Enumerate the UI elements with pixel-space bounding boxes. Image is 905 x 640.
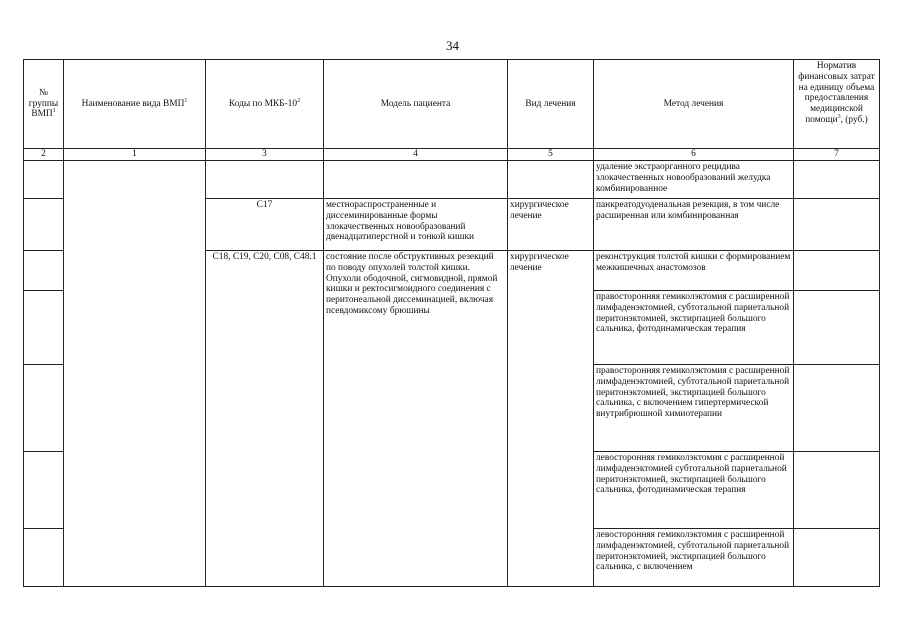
- column-number: 1: [64, 149, 206, 161]
- column-number: 2: [24, 149, 64, 161]
- norm-cell: [794, 291, 880, 365]
- group-cell: [24, 365, 64, 452]
- header-financial-norm: Норматив финансовых затрат на единицу объема предоставления медицинской помощи$^3$, (руб.): [794, 60, 880, 149]
- norm-cell: [794, 529, 880, 587]
- header-group-number: № группы ВМП$^1$: [24, 60, 64, 149]
- group-cell: [24, 199, 64, 251]
- vmp-table: [23, 59, 880, 587]
- patient-model-cell: состояние после обструктивных резекций по поводу опухолей толстой кишки. Опухоли ободочной, сигмовидной, прямой кишки и ректосигмоидного соединения с перитонеальной диссеминацией, включая псевдомиксому брюшины: [324, 251, 508, 587]
- patient-model-cell: [324, 161, 508, 199]
- treatment-method-cell: левосторонняя гемиколэктомия с расширенной лимфаденэктомией субтотальной париетальной перитонэктомией, экстирпацией большого сальника, фотодинамическая терапия: [594, 452, 794, 529]
- column-number: 4: [324, 149, 508, 161]
- header-patient-model: Модель пациента: [324, 60, 508, 149]
- vmp-name-cell: [64, 161, 206, 587]
- column-number: 6: [594, 149, 794, 161]
- patient-model-cell: местнораспространенные и диссеминированные формы злокачественных новообразований двенадцатиперстной и тонкой кишки: [324, 199, 508, 251]
- treatment-method-cell: левосторонняя гемиколэктомия с расширенной лимфаденэктомией, субтотальной париетальной перитонэктомией, экстирпацией большого сальника, с включением: [594, 529, 794, 587]
- norm-cell: [794, 251, 880, 291]
- treatment-method-cell: реконструкция толстой кишки с формированием межкишечных анастомозов: [594, 251, 794, 291]
- header-row: [24, 60, 880, 149]
- treatment-type-cell: хирургическое лечение: [508, 251, 594, 587]
- table-row: [24, 161, 880, 199]
- norm-cell: [794, 452, 880, 529]
- group-cell: [24, 452, 64, 529]
- header-vmp-name: Наименование вида ВМП$^1$: [64, 60, 206, 149]
- mkb-code-cell: C18, C19, C20, C08, C48.1: [206, 251, 324, 587]
- page-number: 34: [446, 38, 459, 53]
- treatment-type-cell: хирургическое лечение: [508, 199, 594, 251]
- column-number: 7: [794, 149, 880, 161]
- treatment-method-cell: удаление экстраорганного рецидива злокачественных новообразований желудка комбинированное: [594, 161, 794, 199]
- treatment-method-cell: панкреатодуоденальная резекция, в том числе расширенная или комбинированная: [594, 199, 794, 251]
- treatment-method-cell: правосторонняя гемиколэктомия с расширенной лимфаденэктомией, субтотальной париетальной перитонэктомией, экстирпацией большого сальника, с включением гипертермической внутрибрюшной химиотерапии: [594, 365, 794, 452]
- group-cell: [24, 529, 64, 587]
- column-number: 5: [508, 149, 594, 161]
- mkb-code-cell: [206, 161, 324, 199]
- mkb-code-cell: C17: [206, 199, 324, 251]
- group-cell: [24, 291, 64, 365]
- norm-cell: [794, 365, 880, 452]
- header-mkb-codes: Коды по МКБ-$10^2$: [206, 60, 324, 149]
- header-treatment-method: Метод лечения: [594, 60, 794, 149]
- column-number: 3: [206, 149, 324, 161]
- treatment-method-cell: правосторонняя гемиколэктомия с расширенной лимфаденэктомией, субтотальной париетальной перитонэктомией, экстирпацией большого сальника, фотодинамическая терапия: [594, 291, 794, 365]
- norm-cell: [794, 199, 880, 251]
- group-cell: [24, 251, 64, 291]
- column-number-row: [24, 149, 880, 161]
- header-treatment-type: Вид лечения: [508, 60, 594, 149]
- group-cell: [24, 161, 64, 199]
- norm-cell: [794, 161, 880, 199]
- treatment-type-cell: [508, 161, 594, 199]
